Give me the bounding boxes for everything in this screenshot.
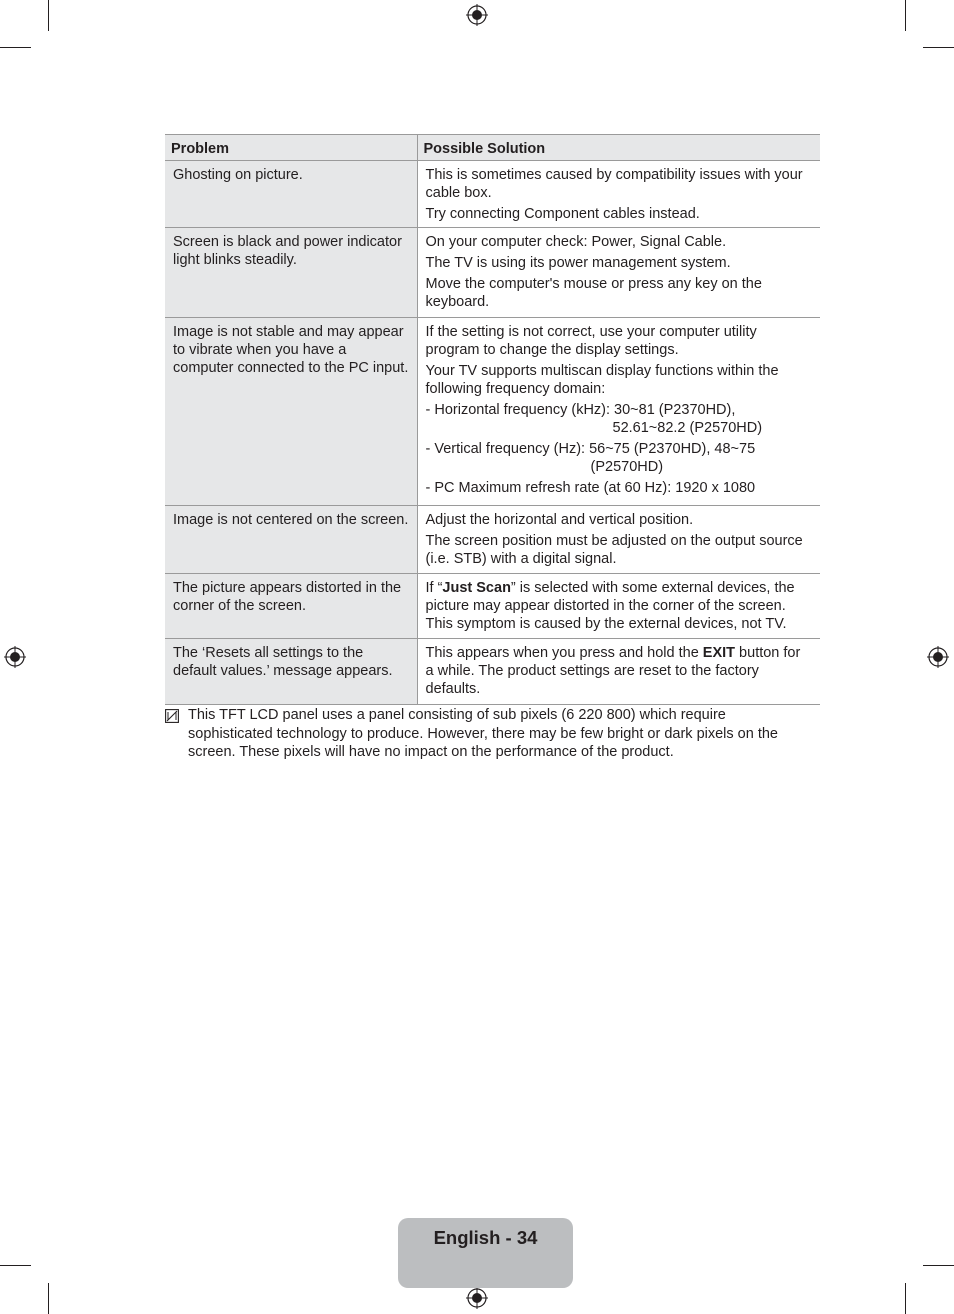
page-number: English - 34 <box>433 1227 538 1248</box>
problem-cell: Image is not stable and may appear to vibrate when you have a computer connected to the PC input. <box>165 318 417 506</box>
exit-button-label: EXIT <box>702 645 736 661</box>
crop-mark <box>48 1283 49 1314</box>
solution-cell <box>417 318 820 506</box>
registration-mark-icon <box>466 4 488 26</box>
troubleshooting-table <box>165 134 820 705</box>
solution-text: Adjust the horizontal and vertical position. <box>425 512 694 528</box>
solution-suffix: button for a while. The product settings are reset to the factory defaults. <box>425 645 801 697</box>
problem-cell: The picture appears distorted in the corner of the screen. <box>165 574 417 639</box>
problem-cell: Screen is black and power indicator light blinks steadily. <box>165 228 417 318</box>
header-solution: Possible Solution <box>417 135 820 161</box>
table-row <box>165 639 820 705</box>
note-icon <box>165 709 179 723</box>
solution-text: This is sometimes caused by compatibility issues with your cable box. <box>425 167 803 201</box>
horizontal-frequency <box>426 401 813 437</box>
table-row <box>165 506 820 574</box>
registration-mark-icon <box>466 1287 488 1309</box>
solution-text: The TV is using its power management system. <box>425 255 731 271</box>
solution-cell <box>417 574 820 639</box>
refresh-rate: - PC Maximum refresh rate (at 60 Hz): 1920 x 1080 <box>425 480 756 496</box>
solution-text: Your TV supports multiscan display functions within the following frequency domain: <box>425 363 779 397</box>
solution-cell <box>417 506 820 574</box>
solution-text: On your computer check: Power, Signal Cable. <box>425 234 727 250</box>
table-row <box>165 318 820 506</box>
solution-text: The screen position must be adjusted on the output source (i.e. STB) with a digital signal. <box>425 533 803 567</box>
problem-cell: Ghosting on picture. <box>165 161 417 228</box>
table-row <box>165 161 820 228</box>
crop-mark <box>923 47 954 48</box>
solution-suffix: ” is selected with some external devices, the picture may appear distorted in the corner of the screen. This symptom is caused by the external devices, not TV. <box>425 580 795 632</box>
horizontal-frequency-line1: - Horizontal frequency (kHz): 30~81 (P2370HD), <box>425 402 736 418</box>
table-row <box>165 574 820 639</box>
registration-mark-icon <box>927 646 949 668</box>
solution-prefix: If “ <box>425 580 443 596</box>
solution-cell <box>417 639 820 705</box>
note <box>165 706 805 762</box>
crop-mark <box>923 1265 954 1266</box>
solution-text: Try connecting Component cables instead. <box>425 206 700 222</box>
solution-text <box>426 644 813 698</box>
solution-text <box>426 579 813 633</box>
crop-mark <box>48 0 49 31</box>
table-header-row <box>165 135 820 161</box>
solution-cell <box>417 161 820 228</box>
vertical-frequency-line2: (P2570HD) <box>590 459 664 475</box>
solution-cell <box>417 228 820 318</box>
problem-cell: Image is not centered on the screen. <box>165 506 417 574</box>
page-number-tab <box>398 1218 573 1288</box>
note-text: This TFT LCD panel uses a panel consisting of sub pixels (6 220 800) which require sophisticated technology to produce. However, there may be few bright or dark pixels on the screen. These pixels will have no impact on the performance of the product. <box>188 707 778 760</box>
horizontal-frequency-line2: 52.61~82.2 (P2570HD) <box>612 420 763 436</box>
vertical-frequency <box>426 440 813 476</box>
table-row <box>165 228 820 318</box>
crop-mark <box>0 1265 31 1266</box>
crop-mark <box>905 0 906 31</box>
solution-text: If the setting is not correct, use your computer utility program to change the display settings. <box>425 324 757 358</box>
vertical-frequency-line1: - Vertical frequency (Hz): 56~75 (P2370HD), 48~75 <box>425 441 756 457</box>
just-scan-label: Just Scan <box>442 580 511 596</box>
solution-prefix: This appears when you press and hold the <box>425 645 703 661</box>
problem-cell: The ‘Resets all settings to the default values.’ message appears. <box>165 639 417 705</box>
crop-mark <box>0 47 31 48</box>
header-problem: Problem <box>165 135 417 161</box>
solution-text: Move the computer's mouse or press any key on the keyboard. <box>425 276 762 310</box>
registration-mark-icon <box>4 646 26 668</box>
crop-mark <box>905 1283 906 1314</box>
